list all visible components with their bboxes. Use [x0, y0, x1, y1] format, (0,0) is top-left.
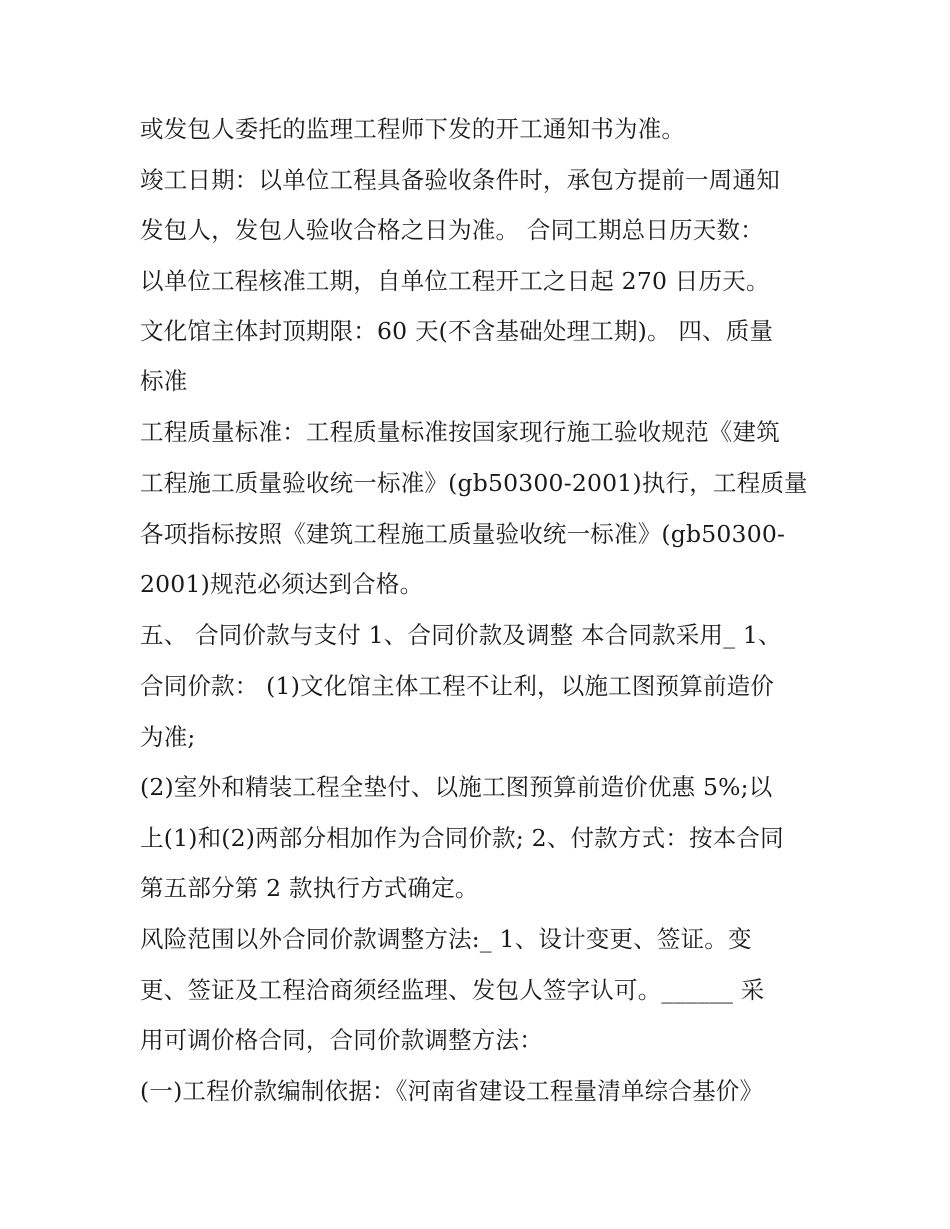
text-line: 竣工日期：以单位工程具备验收条件时，承包方提前一周通知	[140, 166, 780, 194]
text-line: 用可调价格合同，合同价款调整方法：	[140, 1026, 543, 1054]
text-line: 工程质量标准：工程质量标准按国家现行施工验收规范《建筑	[140, 418, 780, 446]
text-line: (2)室外和精装工程全垫付、以施工图预算前造价优惠 5%;以	[140, 773, 773, 801]
text-line: 第五部分第 2 款执行方式确定。	[140, 874, 479, 902]
text-line: 风险范围以外合同价款调整方法:_ 1、设计变更、签证。变	[140, 925, 752, 953]
text-line: 更、签证及工程洽商须经监理、发包人签字认可。______ 采	[140, 976, 765, 1004]
text-line: 各项指标按照《建筑工程施工质量验收统一标准》(gb50300-	[140, 520, 786, 548]
text-line: 文化馆主体封顶期限：60 天(不含基础处理工期)。 四、质量	[140, 317, 774, 345]
text-line: 合同价款： (1)文化馆主体工程不让利，以施工图预算前造价	[140, 672, 775, 700]
text-line: 上(1)和(2)两部分相加作为合同价款; 2、付款方式：按本合同	[140, 824, 784, 852]
text-line: 以单位工程核准工期，自单位工程开工之日起 270 日历天。	[140, 267, 770, 295]
text-line: 发包人，发包人验收合格之日为准。 合同工期总日历天数：	[140, 216, 764, 244]
text-line: 五、 合同价款与支付 1、合同价款及调整 本合同款采用_ 1、	[140, 621, 782, 649]
text-line: 为准;	[140, 723, 196, 751]
text-line: 标准	[140, 367, 188, 395]
text-line: 2001)规范必须达到合格。	[140, 570, 424, 598]
text-line: 工程施工质量验收统一标准》(gb50300-2001)执行，工程质量	[140, 469, 808, 497]
text-line: (一)工程价款编制依据：《河南省建设工程量清单综合基价》	[140, 1077, 764, 1105]
text-line: 或发包人委托的监理工程师下发的开工通知书为准。	[140, 115, 686, 143]
